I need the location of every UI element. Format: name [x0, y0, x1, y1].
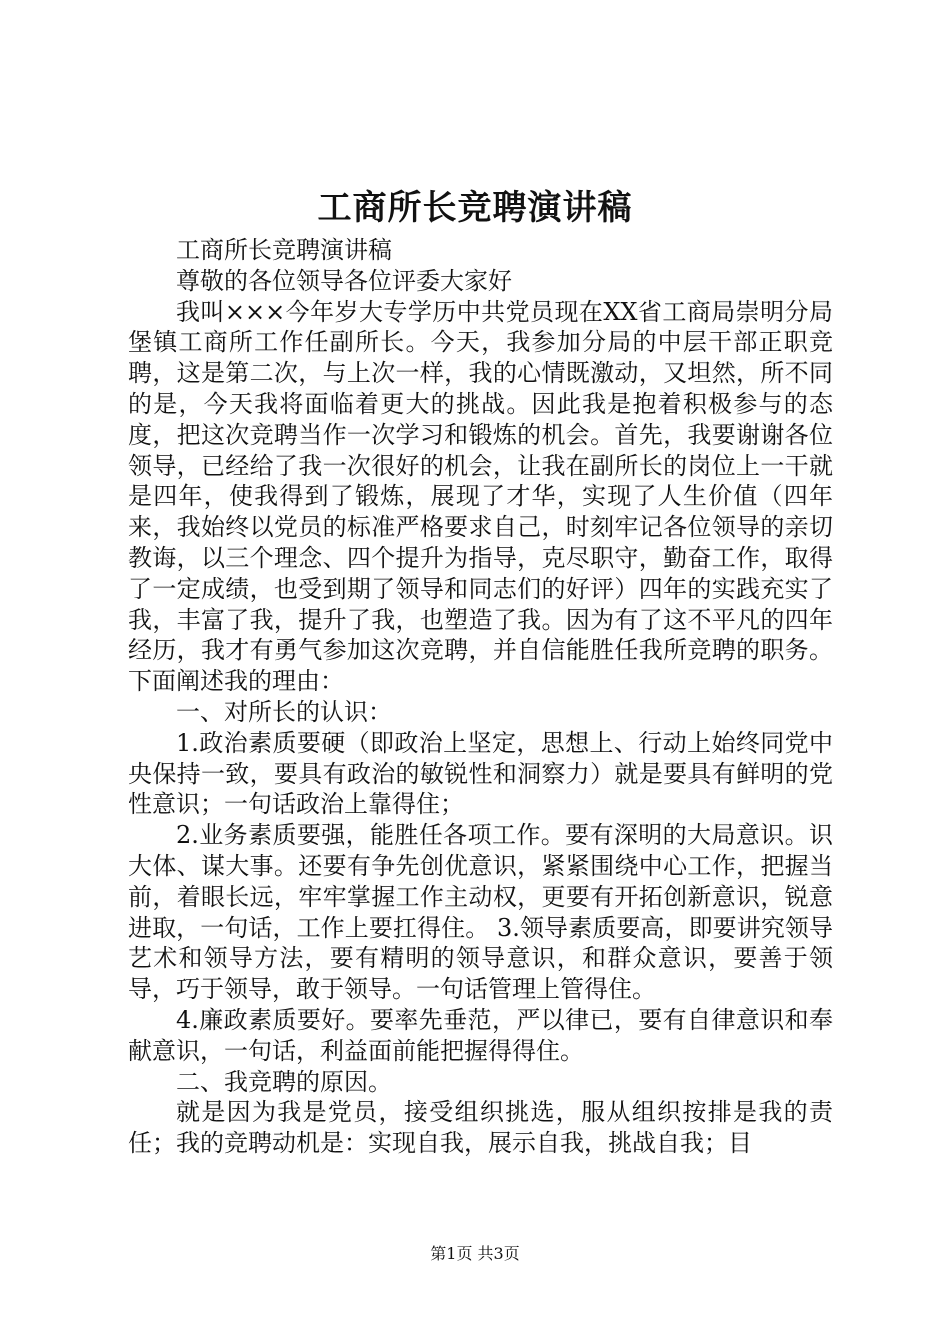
- section-heading-1: 一、对所长的认识：: [176, 697, 392, 726]
- paragraph-greeting: 尊敬的各位领导各位评委大家好: [176, 266, 512, 295]
- paragraph-subtitle: 工商所长竞聘演讲稿: [176, 236, 392, 264]
- document-title: 工商所长竞聘演讲稿: [317, 188, 633, 228]
- paragraph-point-4: 4.廉政素质要好。要率先垂范，严以律已，要有自律意识和奉献意识，一句话，利益面前能把握得得住。: [128, 1005, 833, 1065]
- section-heading-2: 二、我竞聘的原因。: [176, 1067, 392, 1096]
- paragraph-reason: 就是因为我是党员，接受组织挑选，服从组织按排是我的责任；我的竞聘动机是：实现自我，展示自我，挑战自我；目: [128, 1098, 833, 1158]
- document-body: [128, 235, 833, 1159]
- paragraph-point-2-3: 2.业务素质要强，能胜任各项工作。要有深明的大局意识。识大体、谋大事。还要有争先创优意识，紧紧围绕中心工作，把握当前，着眼长远，牢牢掌握工作主动权，更要有开拓创新意识，锐意进取，一句话，工作上要扛得住。 3.领导素质要高，即要讲究领导艺术和领导方法，要有精明的领导意识，和群众意识，要善于领导，巧于领导，敢于领导。一句话管理上管得住。: [128, 821, 833, 1004]
- paragraph-introduction: 我叫×××今年岁大专学历中共党员现在XX省工商局崇明分局堡镇工商所工作任副所长。今天，我参加分局的中层干部正职竞聘，这是第二次，与上次一样，我的心情既激动，又坦然，所不同的是，今天我将面临着更大的挑战。因此我是抱着积极参与的态度，把这次竞聘当作一次学习和锻炼的机会。首先，我要谢谢各位领导，已经给了我一次很好的机会，让我在副所长的岗位上一干就是四年，使我得到了锻炼，展现了才华，实现了人生价值（四年来，我始终以党员的标准严格要求自己，时刻牢记各位领导的亲切教诲，以三个理念、四个提升为指导，克尽职守，勤奋工作，取得了一定成绩，也受到期了领导和同志们的好评）四年的实践充实了我，丰富了我，提升了我，也塑造了我。因为有了这不平凡的四年经历，我才有勇气参加这次竞聘，并自信能胜任我所竞聘的职务。下面阐述我的理由：: [128, 297, 833, 696]
- page-number-footer: 第1页 共3页: [430, 1244, 520, 1263]
- paragraph-point-1: 1.政治素质要硬（即政治上坚定，思想上、行动上始终同党中央保持一致，要具有政治的敏锐性和洞察力）就是要具有鲜明的党性意识；一句话政治上靠得住；: [128, 728, 833, 819]
